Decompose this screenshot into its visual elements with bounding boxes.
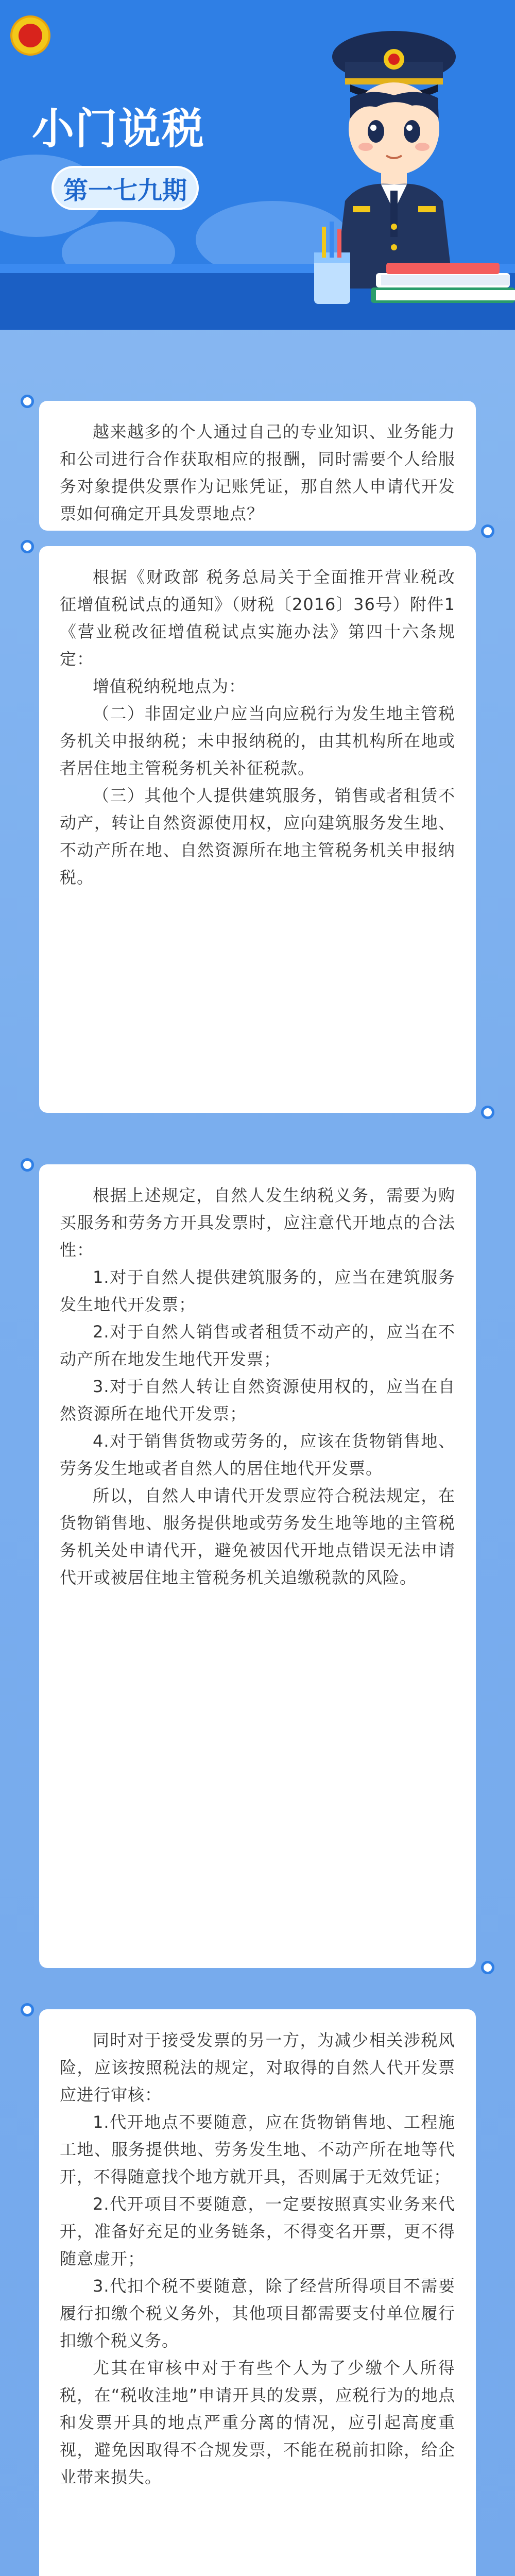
policy-paragraph: （二）非固定业户应当向应税行为发生地主管税务机关申报纳税；未申报纳税的，由其机构所在地或者居住地主管税务机关补征税款。 <box>60 704 455 778</box>
review-card <box>39 2009 476 2576</box>
binder-ring <box>21 1158 34 1172</box>
binder-ring <box>481 524 494 538</box>
books-pencil-cup-illustration <box>304 222 515 309</box>
header-banner <box>0 0 515 330</box>
binder-ring <box>21 2003 34 2016</box>
review-paragraph: 3.代扣个税不要随意，除了经营所得项目不需要履行扣缴个税义务外，其他项目都需要支付单位履行扣缴个税义务。 <box>60 2276 455 2350</box>
policy-paragraph: 增值税纳税地点为： <box>93 676 246 696</box>
guidance-paragraph: 3.对于自然人转让自然资源使用权的，应当在自然资源所在地代开发票； <box>60 1377 455 1423</box>
guidance-paragraph: 所以，自然人申请代开发票应符合税法规定，在货物销售地、服务提供地或劳务发生地等地的主管税务机关处申请代开，避免被因代开地点错误无法申请代开或被居住地主管税务机关追缴税款的风险。 <box>60 1486 455 1587</box>
review-paragraph: 1.代开地点不要随意，应在货物销售地、工程施工地、服务提供地、劳务发生地、不动产所在地等代开，不得随意找个地方就开具，否则属于无效凭证； <box>60 2112 455 2187</box>
binder-ring <box>21 540 34 553</box>
issue-number: 第一七九期 <box>63 177 187 205</box>
binder-ring <box>481 1106 494 1119</box>
review-paragraph: 尤其在审核中对于有些个人为了少缴个人所得税，在“税收洼地”申请开具的发票，应税行为的地点和发票开具的地点严重分离的情况，应引起高度重视，避免因取得不合规发票，不能在税前扣除，给企业带来损失。 <box>60 2358 455 2487</box>
policy-paragraph: （三）其他个人提供建筑服务，销售或者租赁不动产，转让自然资源使用权，应向建筑服务发生地、不动产所在地、自然资源所在地主管税务机关申报纳税。 <box>60 786 455 887</box>
review-paragraph: 2.代开项目不要随意，一定要按照真实业务来代开，准备好充足的业务链条，不得变名开票，更不得随意虚开； <box>60 2194 455 2268</box>
intro-paragraph: 越来越多的个人通过自己的专业知识、业务能力和公司进行合作获取相应的报酬，同时需要个人给服务对象提供发票作为记账凭证，那自然人申请代开发票如何确定开具发票地点？ <box>60 422 455 523</box>
binder-ring <box>21 395 34 408</box>
binder-ring <box>481 1961 494 1974</box>
guidance-paragraph: 4.对于销售货物或劳务的，应该在货物销售地、劳务发生地或者自然人的居住地代开发票。 <box>60 1431 455 1478</box>
issue-badge <box>52 166 199 210</box>
guidance-card <box>39 1164 476 1968</box>
intro-card <box>39 401 476 531</box>
policy-card <box>39 546 476 1113</box>
guidance-paragraph: 2.对于自然人销售或者租赁不动产的，应当在不动产所在地发生地代开发票； <box>60 1322 455 1369</box>
guidance-paragraph: 根据上述规定，自然人发生纳税义务，需要为购买服务和劳务方开具发票时，应注意代开地点的合法性： <box>60 1185 455 1260</box>
review-paragraph: 同时对于接受发票的另一方，为减少相关涉税风险，应该按照税法的规定，对取得的自然人代开发票应进行审核： <box>60 2030 455 2105</box>
policy-paragraph: 根据《财政部 税务总局关于全面推开营业税改征增值税试点的通知》（财税〔2016〕36号）附件1《营业税改征增值税试点实施办法》第四十六条规定： <box>60 567 455 669</box>
guidance-paragraph: 1.对于自然人提供建筑服务的，应当在建筑服务发生地代开发票； <box>60 1267 455 1314</box>
tax-emblem-icon <box>10 15 50 56</box>
page-title: 小门说税 <box>32 106 205 152</box>
